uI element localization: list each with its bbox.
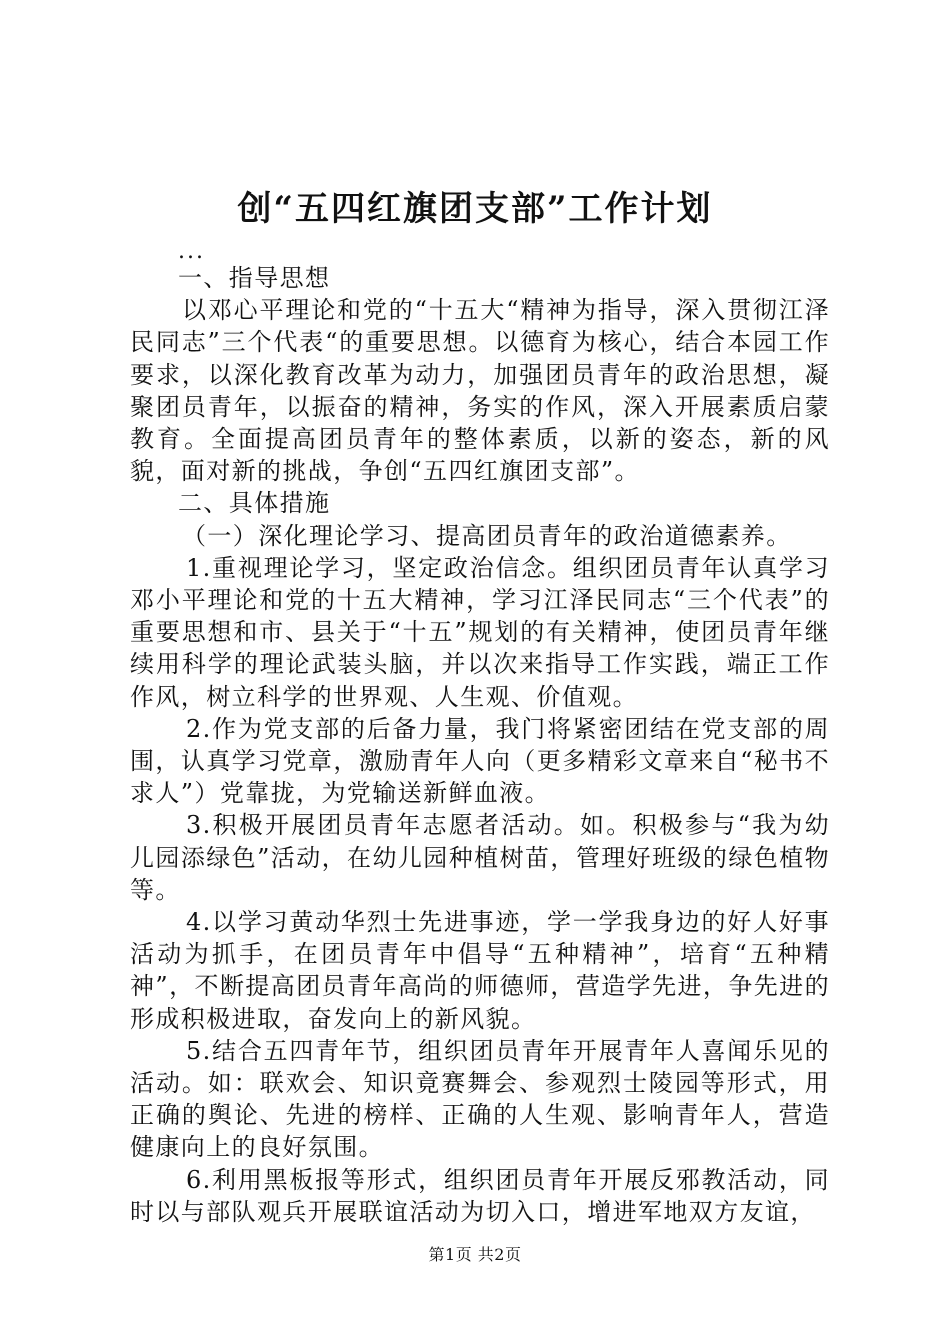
paragraph-item-1: 1.重视理论学习，坚定政治信念。组织团员青年认真学习邓小平理论和党的十五大精神，学习江泽民同志“三个代表”的重要思想和市、县关于“十五”规划的有关精神，使团员青年继续用科学的理论武装头脑，并以次来指导工作实践，端正工作作风，树立科学的世界观、人生观、价值观。	[130, 553, 830, 711]
page-indicator: 第1页 共2页	[428, 1245, 522, 1264]
paragraph-item-6: 6.利用黑板报等形式，组织团员青年开展反邪教活动，同时以与部队观兵开展联谊活动为切入口，增进军地双方友谊，	[130, 1165, 830, 1226]
document-title: 创“五四红旗团支部”工作计划	[237, 189, 713, 229]
section-heading-guiding-thought: 一、指导思想	[178, 264, 331, 292]
paragraph-item-2: 2.作为党支部的后备力量，我门将紧密团结在党支部的周围，认真学习党章，激励青年人向（更多精彩文章来自“秘书不求人”）党靠拢，为党输送新鲜血液。	[130, 714, 830, 808]
paragraph-item-4: 4.以学习黄动华烈士先进事迹，学一学我身边的好人好事活动为抓手，在团员青年中倡导“五种精神”，培育“五种精神”，不断提高团员青年高尚的师德师，营造学先进，争先进的形成积极进取，奋发向上的新风貌。	[130, 908, 830, 1033]
ellipsis-marker: ...	[178, 239, 205, 264]
paragraph-item-3: 3.积极开展团员青年志愿者活动。如。积极参与“我为幼儿园添绿色”活动，在幼儿园种植树苗，管理好班级的绿色植物等。	[130, 811, 830, 904]
paragraph-item-5: 5.结合五四青年节，组织团员青年开展青年人喜闻乐见的活动。如：联欢会、知识竟赛舞会、参观烈士陵园等形式，用正确的舆论、先进的榜样、正确的人生观、影响青年人，营造健康向上的良好氛围。	[130, 1036, 830, 1162]
subsection-heading-theory: （一）深化理论学习、提高团员青年的政治道德素养。	[182, 521, 792, 550]
document-body	[130, 239, 830, 1228]
paragraph-guiding-thought: 以邓心平理论和党的“十五大“精神为指导，深入贯彻江泽民同志”三个代表“的重要思想。以德育为核心，结合本园工作要求，以深化教育改革为动力，加强团员青年的政治思想，凝聚团员青年，以振奋的精神，务实的作风，深入开展素质启蒙教育。全面提高团员青年的整体素质，以新的姿态，新的风貌，面对新的挑战，争创“五四红旗团支部”。	[130, 296, 830, 486]
section-heading-measures: 二、具体措施	[178, 489, 331, 518]
